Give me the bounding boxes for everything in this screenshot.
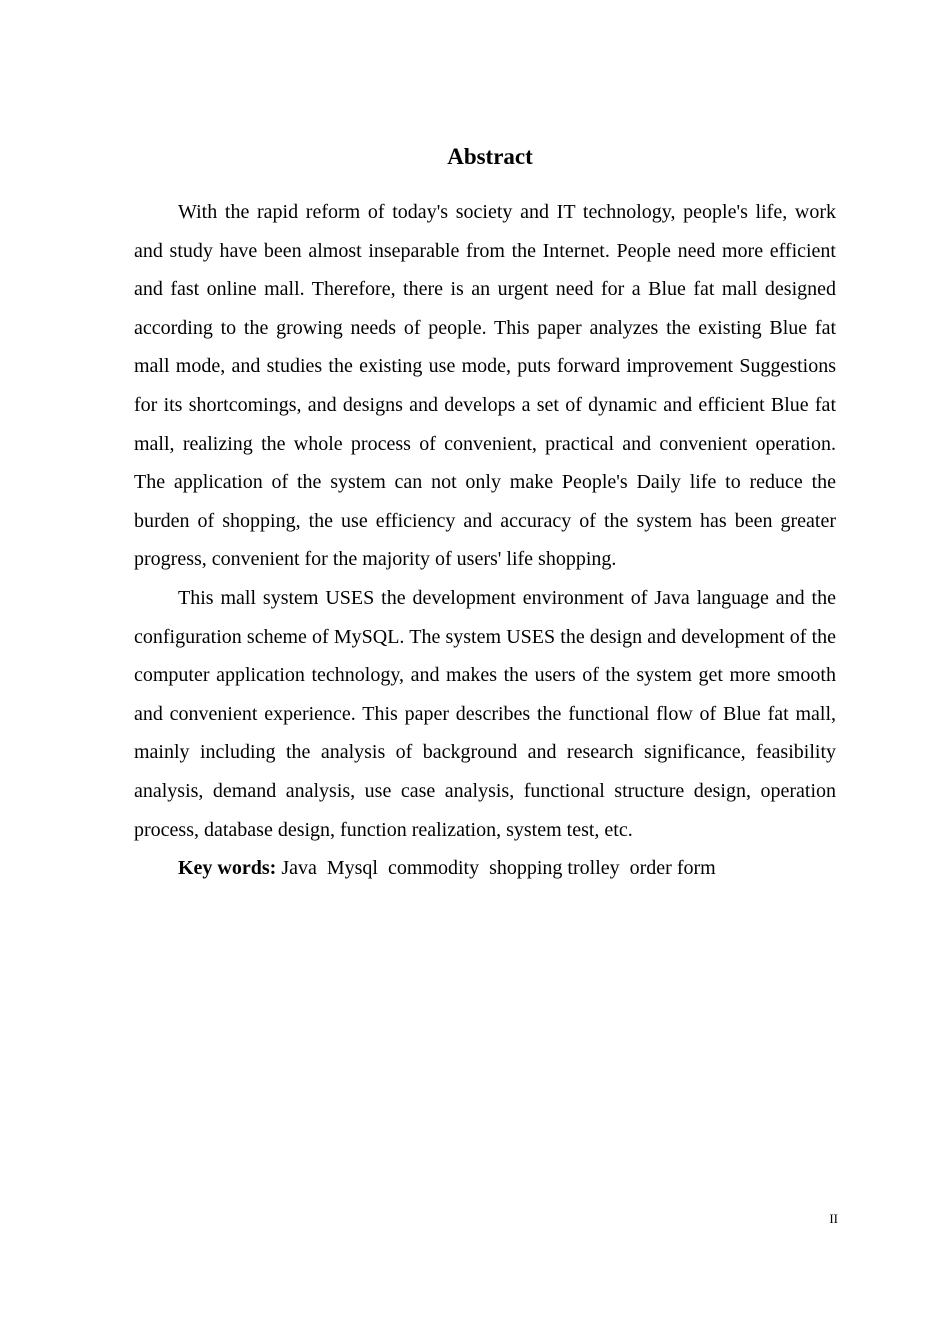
page-title: Abstract [447, 144, 533, 169]
keywords-line [134, 849, 836, 888]
page-number: II [829, 1211, 838, 1226]
keywords-label: Key words: [178, 857, 277, 880]
abstract-paragraph-2: This mall system USES the development environment of Java language and the configuration scheme of MySQL. The system USES the design and development of the computer application technology, and makes the users of the system get more smooth and convenient experience. This paper describes the functional flow of Blue fat mall, mainly including the analysis of background and research significance, feasibility analysis, demand analysis, use case analysis, functional structure design, operation process, database design, function realization, system test, etc. [134, 586, 836, 841]
abstract-paragraph-1: With the rapid reform of today's society and IT technology, people's life, work and study have been almost inseparable from the Internet. People need more efficient and fast online mall. Therefore, there is an urgent need for a Blue fat mall designed according to the growing needs of people. This paper analyzes the existing Blue fat mall mode, and studies the existing use mode, puts forward improvement Suggestions for its shortcomings, and designs and develops a set of dynamic and efficient Blue fat mall, realizing the whole process of convenient, practical and convenient operation. The application of the system can not only make People's Daily life to reduce the burden of shopping, the use efficiency and accuracy of the system has been greater progress, convenient for the majority of users' life shopping. [134, 201, 836, 571]
keywords-text: Java Mysql commodity shopping trolley order form [276, 857, 716, 880]
abstract-body [134, 193, 836, 888]
